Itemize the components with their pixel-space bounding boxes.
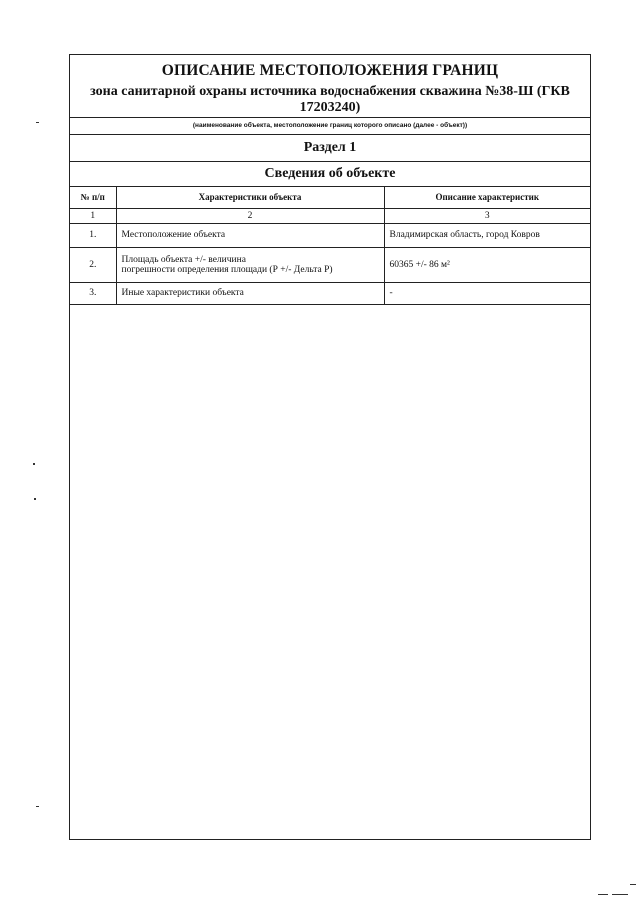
row-number: 3. xyxy=(70,282,116,304)
table-row xyxy=(70,282,590,304)
column-number-2: 2 xyxy=(116,208,384,223)
row-characteristic: Местоположение объекта xyxy=(116,223,384,247)
section-title: Раздел 1 xyxy=(70,135,590,162)
row-description: 60365 +/- 86 м² xyxy=(384,247,590,282)
table-row xyxy=(70,247,590,282)
scan-mark xyxy=(33,463,35,465)
table-row xyxy=(70,223,590,247)
document-frame xyxy=(69,54,591,840)
page-title: ОПИСАНИЕ МЕСТОПОЛОЖЕНИЯ ГРАНИЦ xyxy=(161,62,499,79)
scan-mark xyxy=(36,122,39,123)
info-title: Сведения об объекте xyxy=(70,162,590,187)
object-info-table xyxy=(70,187,590,305)
column-number-3: 3 xyxy=(384,208,590,223)
row-description: Владимирская область, город Ковров xyxy=(384,223,590,247)
row-number: 2. xyxy=(70,247,116,282)
header-characteristic: Характеристики объекта xyxy=(116,187,384,208)
scan-mark xyxy=(612,894,628,895)
row-characteristic: Иные характеристики объекта xyxy=(116,282,384,304)
header-description: Описание характеристик xyxy=(384,187,590,208)
column-number-1: 1 xyxy=(70,208,116,223)
scan-mark xyxy=(598,894,608,895)
row-characteristic-line1: Площадь объекта +/- величина xyxy=(121,254,246,265)
page-subtitle: зона санитарной охраны источника водоснабжения скважина №38-Ш (ГКВ 17203240) xyxy=(90,84,570,115)
scan-mark xyxy=(34,498,36,500)
header-number: № п/п xyxy=(70,187,116,208)
scan-mark xyxy=(630,884,636,885)
column-number-row xyxy=(70,208,590,223)
row-number: 1. xyxy=(70,223,116,247)
table-header-row xyxy=(70,187,590,208)
document-header xyxy=(70,55,590,118)
row-characteristic-line2: погрешности определения площади (Р +/- Дельта Р) xyxy=(121,264,333,275)
row-characteristic xyxy=(116,247,384,282)
object-caption: (наименование объекта, местоположение границ которого описано (далее - объект)) xyxy=(70,118,590,135)
row-description: - xyxy=(384,282,590,304)
scan-mark xyxy=(36,806,39,807)
